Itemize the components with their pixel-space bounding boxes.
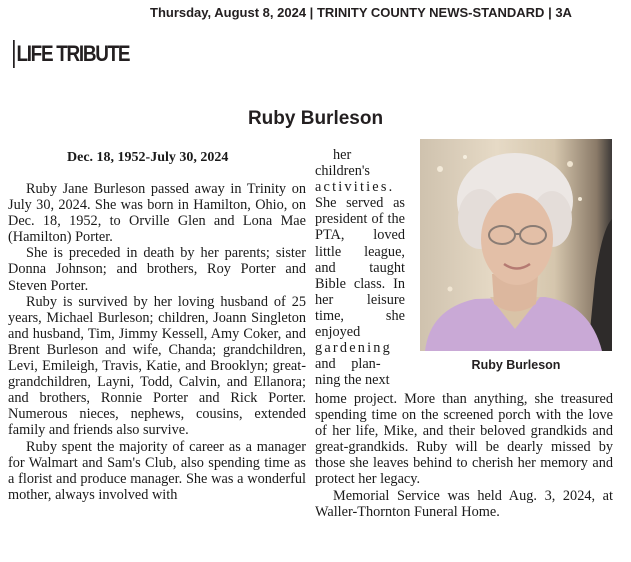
text-line: activities. [315,179,395,196]
life-dates: Dec. 18, 1952-July 30, 2024 [67,150,229,165]
article-column-1 [8,181,306,503]
section-title: LIFE TRIBUTE [13,40,129,68]
page-number: 3A [555,5,572,20]
obituary-headline: Ruby Burleson [247,108,384,129]
masthead [150,5,572,20]
paragraph: Ruby Jane Burleson passed away in Trinity on July 30, 2024. She was born in Hamilton, Ohio, on Dec. 18, 1952, to Orville Glen and Lona Mae (Hamilton) Porter. [8,181,306,246]
text-line: her children's [315,147,370,180]
newspaper-name: TRINITY COUNTY NEWS-STANDARD [316,5,545,20]
portrait-photo [420,139,612,351]
article-column-2 [315,147,405,388]
text-line: gardening [315,340,392,357]
paragraph: Memorial Service was held Aug. 3, 2024, at Waller-Thornton Funeral Home. [315,487,613,520]
issue-date: Thursday, August 8, 2024 [150,5,307,20]
paragraph: Ruby spent the majority of career as a manager for Walmart and Sam's Club, also spending time as a florist and produce manager. She was a wonderful mother, always involved with [8,438,306,503]
paragraph: Ruby is survived by her loving husband of 25 years, Michael Burleson; children, Joann Singleton and husband, Tim, Jimmy Kessell, Amy Coker, and Brent Burleson and wife, Chanda; grandchildren, Levi, Emileigh, Travis, Katie, and Brooklyn; great-grandchildren, Layni, Todd, Calvin, and Ellanora; and brothers, Ronnie Porter and Rick Porter. Numerous nieces, nephews, cousins, extended family and friends also survive. [8,293,306,439]
text-line: ning the next [315,372,390,389]
text-run: She served as president of the PTA, loved little league, and taught Bible class. In her leisure time, she enjoyed [315,195,405,341]
text-line: and plan- [315,356,381,373]
paragraph [315,147,405,388]
paragraph: She is preceded in death by her parents; sister Donna Johnson; and brothers, Roy Porter and Steven Porter. [8,245,306,294]
portrait-illustration [420,139,612,351]
masthead-separator: | [548,5,552,20]
masthead-separator: | [309,5,314,20]
paragraph: home project. More than anything, she treasured spending time on the screened porch with the love of her life, Mike, and their beloved grandkids and great-grandkids. Ruby will be dearly missed by those she leaves behind to cherish her memory and protect her legacy. [315,391,613,488]
photo-caption: Ruby Burleson [471,358,561,372]
article-column-3 [315,391,613,520]
